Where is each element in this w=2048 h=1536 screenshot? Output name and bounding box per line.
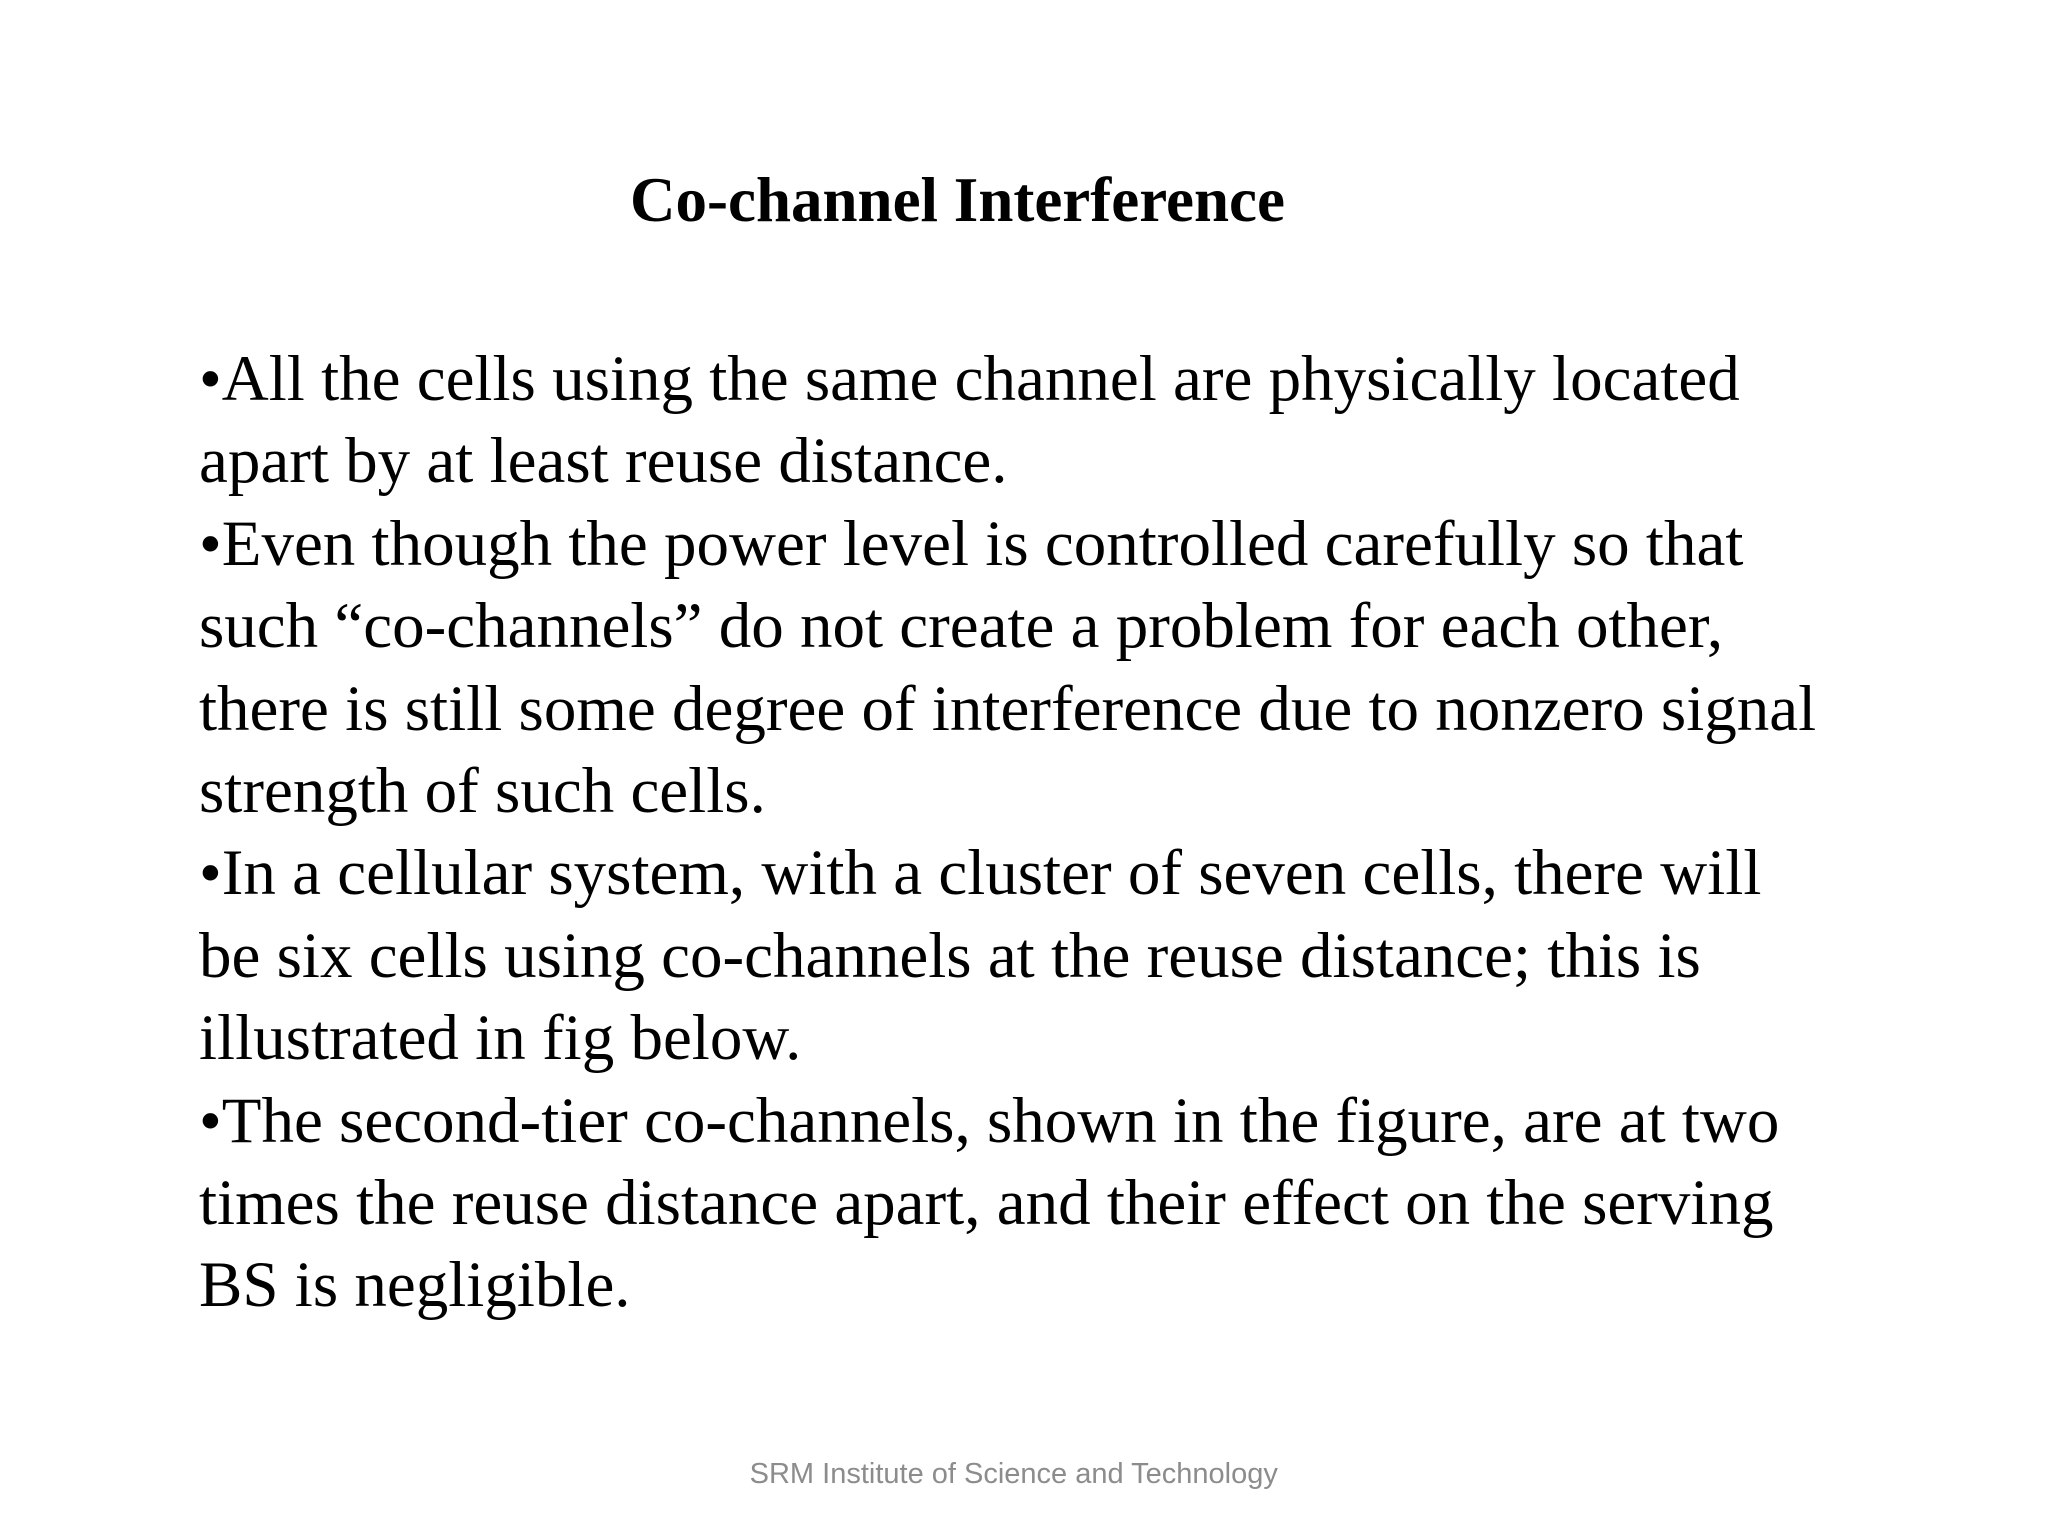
bullet-item (199, 338, 1999, 503)
bullet-line: such “co-channels” do not create a problem for each other, (199, 590, 1724, 663)
bullet-line: BS is negligible. (199, 1249, 631, 1322)
bullet-line: there is still some degree of interference due to nonzero signal (199, 672, 1817, 745)
bullet-item (199, 832, 1999, 1079)
bullet-line: illustrated in fig below. (199, 1002, 802, 1075)
bullet-line: •The second-tier co-channels, shown in the figure, are at two (199, 1084, 1780, 1157)
slide-title: Co-channel Interference (630, 165, 1285, 235)
bullet-item (199, 1080, 1999, 1327)
bullet-list (199, 338, 1999, 1327)
bullet-line: strength of such cells. (199, 755, 766, 828)
bullet-line: times the reuse distance apart, and their effect on the serving (199, 1167, 1774, 1240)
slide-footer: SRM Institute of Science and Technology (749, 1458, 1278, 1490)
bullet-line: •Even though the power level is controlled carefully so that (199, 507, 1744, 580)
bullet-line: be six cells using co-channels at the reuse distance; this is (199, 919, 1701, 992)
bullet-line: apart by at least reuse distance. (199, 425, 1008, 498)
bullet-line: •In a cellular system, with a cluster of seven cells, there will (199, 837, 1762, 910)
bullet-item (199, 503, 1999, 833)
bullet-line: •All the cells using the same channel are physically located (199, 343, 1740, 415)
